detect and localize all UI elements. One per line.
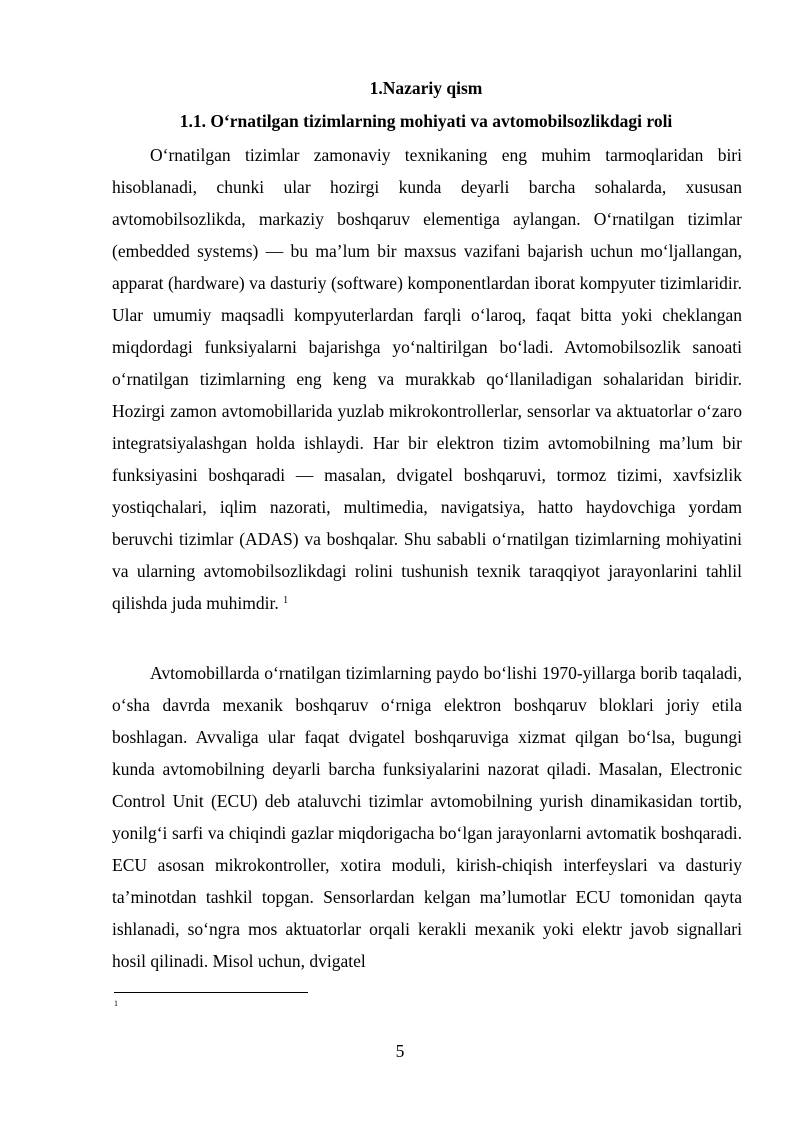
footnote-number: 1 <box>114 999 118 1008</box>
paragraph <box>112 139 742 619</box>
paragraph-block-1 <box>112 139 742 619</box>
footnote-separator <box>114 992 308 993</box>
part-title: 1.Nazariy qism <box>369 78 483 98</box>
page-number: 5 <box>395 1041 405 1061</box>
paragraph: Avtomobillarda o‘rnatilgan tizimlarning paydo bo‘lishi 1970-yillarga borib taqaladi, o‘sha davrda mexanik boshqaruv o‘rniga elektron boshqaruv bloklari joriy etila boshlagan. Avvaliga ular faqat dvigatel boshqaruviga xizmat qilgan bo‘lsa, bugungi kunda avtomobilning deyarli barcha funksiyalarini nazorat qiladi. Masalan, Electronic Control Unit (ECU) deb ataluvchi tizimlar avtomobilning yurish dinamikasidan tortib, yonilg‘i sarfi va chiqindi gazlar miqdorigacha bo‘lgan jarayonlarni avtomatik boshqaradi. ECU asosan mikrokontroller, xotira moduli, kirish-chiqish interfeyslari va dasturiy ta’minotdan tashkil topgan. Sensorlardan kelgan ma’lumotlar ECU tomonidan qayta ishlanadi, so‘ngra mos aktuatorlar orqali kerakli mexanik yoki elektr javob signallari hosil qilinadi. Misol uchun, dvigatel <box>112 663 742 971</box>
section-title: 1.1. O‘rnatilgan tizimlarning mohiyati va avtomobilsozlikdagi roli <box>179 111 673 131</box>
paragraph-text: O‘rnatilgan tizimlar zamonaviy texnikaning eng muhim tarmoqlaridan biri hisoblanadi, chunki ular hozirgi kunda deyarli barcha sohalarda, xususan avtomobilsozlikda, markaziy boshqaruv elementiga aylangan. O‘rnatilgan tizimlar (embedded systems) — bu ma’lum bir maxsus vazifani bajarish uchun mo‘ljallangan, apparat (hardware) va dasturiy (software) komponentlardan iborat kompyuter tizimlaridir. Ular umumiy maqsadli kompyuterlardan farqli o‘laroq, faqat bitta yoki cheklangan miqdordagi funksiyalarni bajarishga yo‘naltirilgan bo‘ladi. Avtomobilsozlik sanoati o‘rnatilgan tizimlarning eng keng va murakkab qo‘llaniladigan sohalaridan biridir. Hozirgi zamon avtomobillarida yuzlab mikrokontrollerlar, sensorlar va aktuatorlar o‘zaro integratsiyalashgan holda ishlaydi. Har bir elektron tizim avtomobilning ma’lum bir funksiyasini boshqaradi — masalan, dvigatel boshqaruvi, tormoz tizimi, xavfsizlik yostiqchalari, iqlim nazorati, multimedia, navigatsiya, hatto haydovchiga yordam beruvchi tizimlar (ADAS) va boshqalar. Shu sababli o‘rnatilgan tizimlarning mohiyatini va ularning avtomobilsozlikdagi rolini tushunish texnik taraqqiyot jarayonlarini tahlil qilishda juda muhimdir. <box>112 145 742 613</box>
footnote-reference[interactable]: 1 <box>283 595 289 606</box>
paragraph-block-2 <box>112 657 742 977</box>
